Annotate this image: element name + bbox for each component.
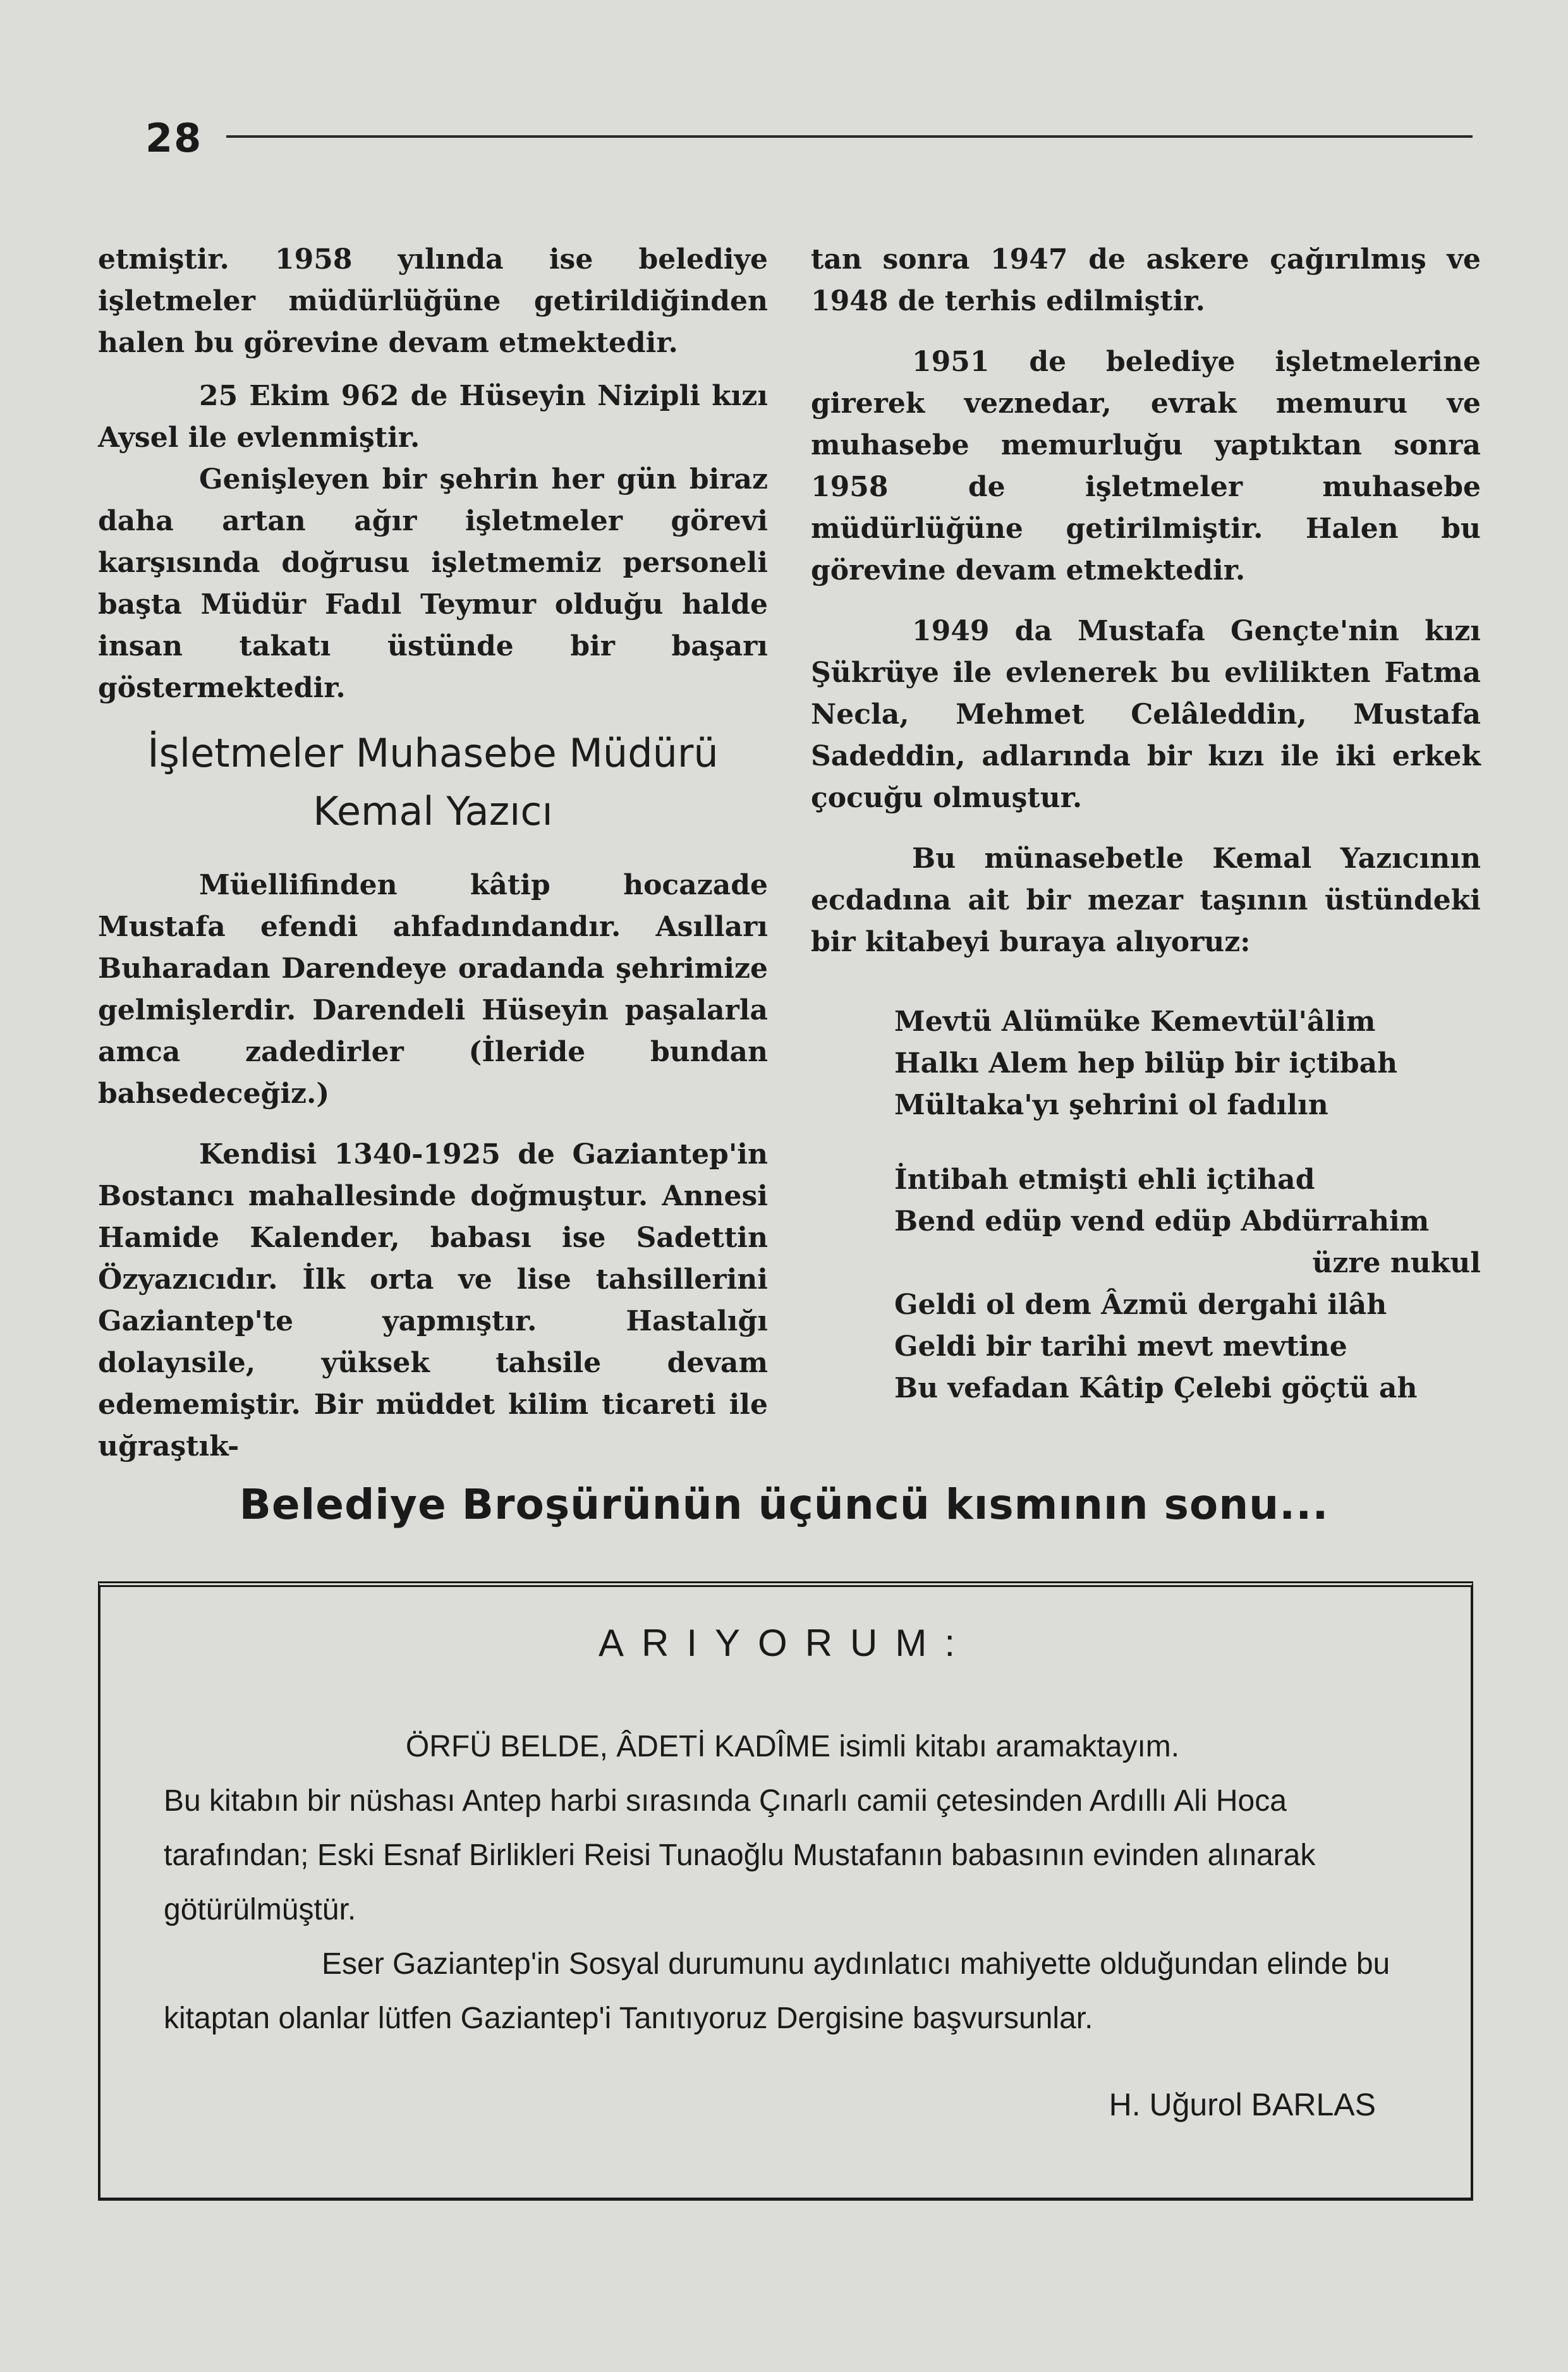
wanted-notice-paragraph-2: Eser Gaziantep'in Sosyal durumunu aydınlatıcı mahiyette olduğundan elinde bu kitaptan olanlar lütfen Gaziantep'i Tanıtıyoruz Dergisine başvursunlar.	[164, 1947, 1390, 2035]
wanted-notice-paragraph-1: Bu kitabın bir nüshası Antep harbi sırasında Çınarlı camii çetesinden Ardıllı Ali Hoca tarafından; Eski Esnaf Birlikleri Reisi Tunaoğlu Mustafanın babasının evinden alınarak götürülmüştür.	[164, 1784, 1316, 1926]
poem-line-1: Mevtü Alümüke Kemevtül'âlim	[894, 1006, 1376, 1038]
right-paragraph-1: tan sonra 1947 de askere çağırılmış ve 1948 de terhis edilmiştir.	[811, 243, 1481, 317]
wanted-notice-box	[98, 1581, 1473, 2201]
poem-line-4: İntibah etmişti ehli içtihad	[894, 1164, 1315, 1196]
right-column	[811, 239, 1481, 1409]
wanted-notice-line-1: ÖRFÜ BELDE, ÂDETİ KADÎME isimli kitabı aramaktayım.	[405, 1730, 1180, 1763]
left-column	[98, 239, 768, 1468]
poem-line-7: Geldi ol dem Âzmü dergahi ilâh	[894, 1289, 1387, 1321]
section-heading-line-1: İşletmeler Muhasebe Müdürü	[147, 730, 719, 776]
right-paragraph-3: 1949 da Mustafa Gençte'nin kızı Şükrüye ile evlenerek bu evlilikten Fatma Necla, Mehmet Celâleddin, Mustafa Sadeddin, adlarında bir kızı ile iki erkek çocuğu olmuştur.	[811, 615, 1481, 814]
poem-line-9: Bu vefadan Kâtip Çelebi göçtü ah	[894, 1372, 1418, 1404]
poem-line-2: Halkı Alem hep bilüp bir içtibah	[894, 1047, 1398, 1080]
left-paragraph-1: etmiştir. 1958 yılında ise belediye işletmeler müdürlüğüne getirildiğinden halen bu görevine devam etmektedir.	[98, 243, 768, 359]
wanted-notice-body	[164, 1720, 1421, 2046]
left-paragraph-3: Genişleyen bir şehrin her gün biraz daha artan ağır işletmeler görevi karşısında doğrusu işletmemiz personeli başta Müdür Fadıl Teymur olduğu halde insan takatı üstünde bir başarı göstermektedir.	[98, 463, 768, 704]
right-paragraph-2: 1951 de belediye işletmelerine girerek veznedar, evrak memuru ve muhasebe memurluğu yaptıktan sonra 1958 de işletmeler muhasebe müdürlüğüne getirilmiştir. Halen bu görevine devam etmektedir.	[811, 346, 1481, 587]
poem-line-3: Mültaka'yı şehrini ol fadılın	[894, 1089, 1328, 1121]
stanza-gap	[894, 1126, 1481, 1159]
wanted-notice-title: ARIYORUM:	[598, 1622, 973, 1664]
header-rule	[226, 135, 1473, 138]
wanted-notice-signature: H. Uğurol BARLAS	[1109, 2087, 1376, 2122]
left-paragraph-2: 25 Ekim 962 de Hüseyin Nizipli kızı Aysel ile evlenmiştir.	[98, 380, 768, 454]
left-paragraph-4: Müellifinden kâtip hocazade Mustafa efendi ahfadındandır. Asılları Buharadan Darendeye oradanda şehrimize gelmişlerdir. Darendeli Hüseyin paşalarla amca zadedirler (İleride bundan bahsedeceğiz.)	[98, 869, 768, 1110]
section-end-banner: Belediye Broşürünün üçüncü kısmının sonu...	[239, 1480, 1329, 1529]
poem-line-5: Bend edüp vend edüp Abdürrahim	[894, 1205, 1430, 1238]
page-number: 28	[145, 115, 203, 161]
poem-line-6: üzre nukul	[1312, 1247, 1481, 1279]
section-heading	[98, 724, 768, 841]
section-heading-line-2: Kemal Yazıcı	[313, 788, 553, 834]
left-paragraph-5: Kendisi 1340-1925 de Gaziantep'in Bostancı mahallesinde doğmuştur. Annesi Hamide Kalender, babası ise Sadettin Özyazıcıdır. İlk orta ve lise tahsillerini Gaziantep'te yapmıştır. Hastalığı dolayısile, yüksek tahsile devam edememiştir. Bir müddet kilim ticareti ile uğraştık-	[98, 1138, 768, 1463]
epitaph-poem	[894, 1001, 1481, 1409]
poem-line-8: Geldi bir tarihi mevt mevtine	[894, 1330, 1347, 1363]
right-paragraph-4: Bu münasebetle Kemal Yazıcının ecdadına ait bir mezar taşının üstündeki bir kitabeyi buraya alıyoruz:	[811, 842, 1481, 958]
